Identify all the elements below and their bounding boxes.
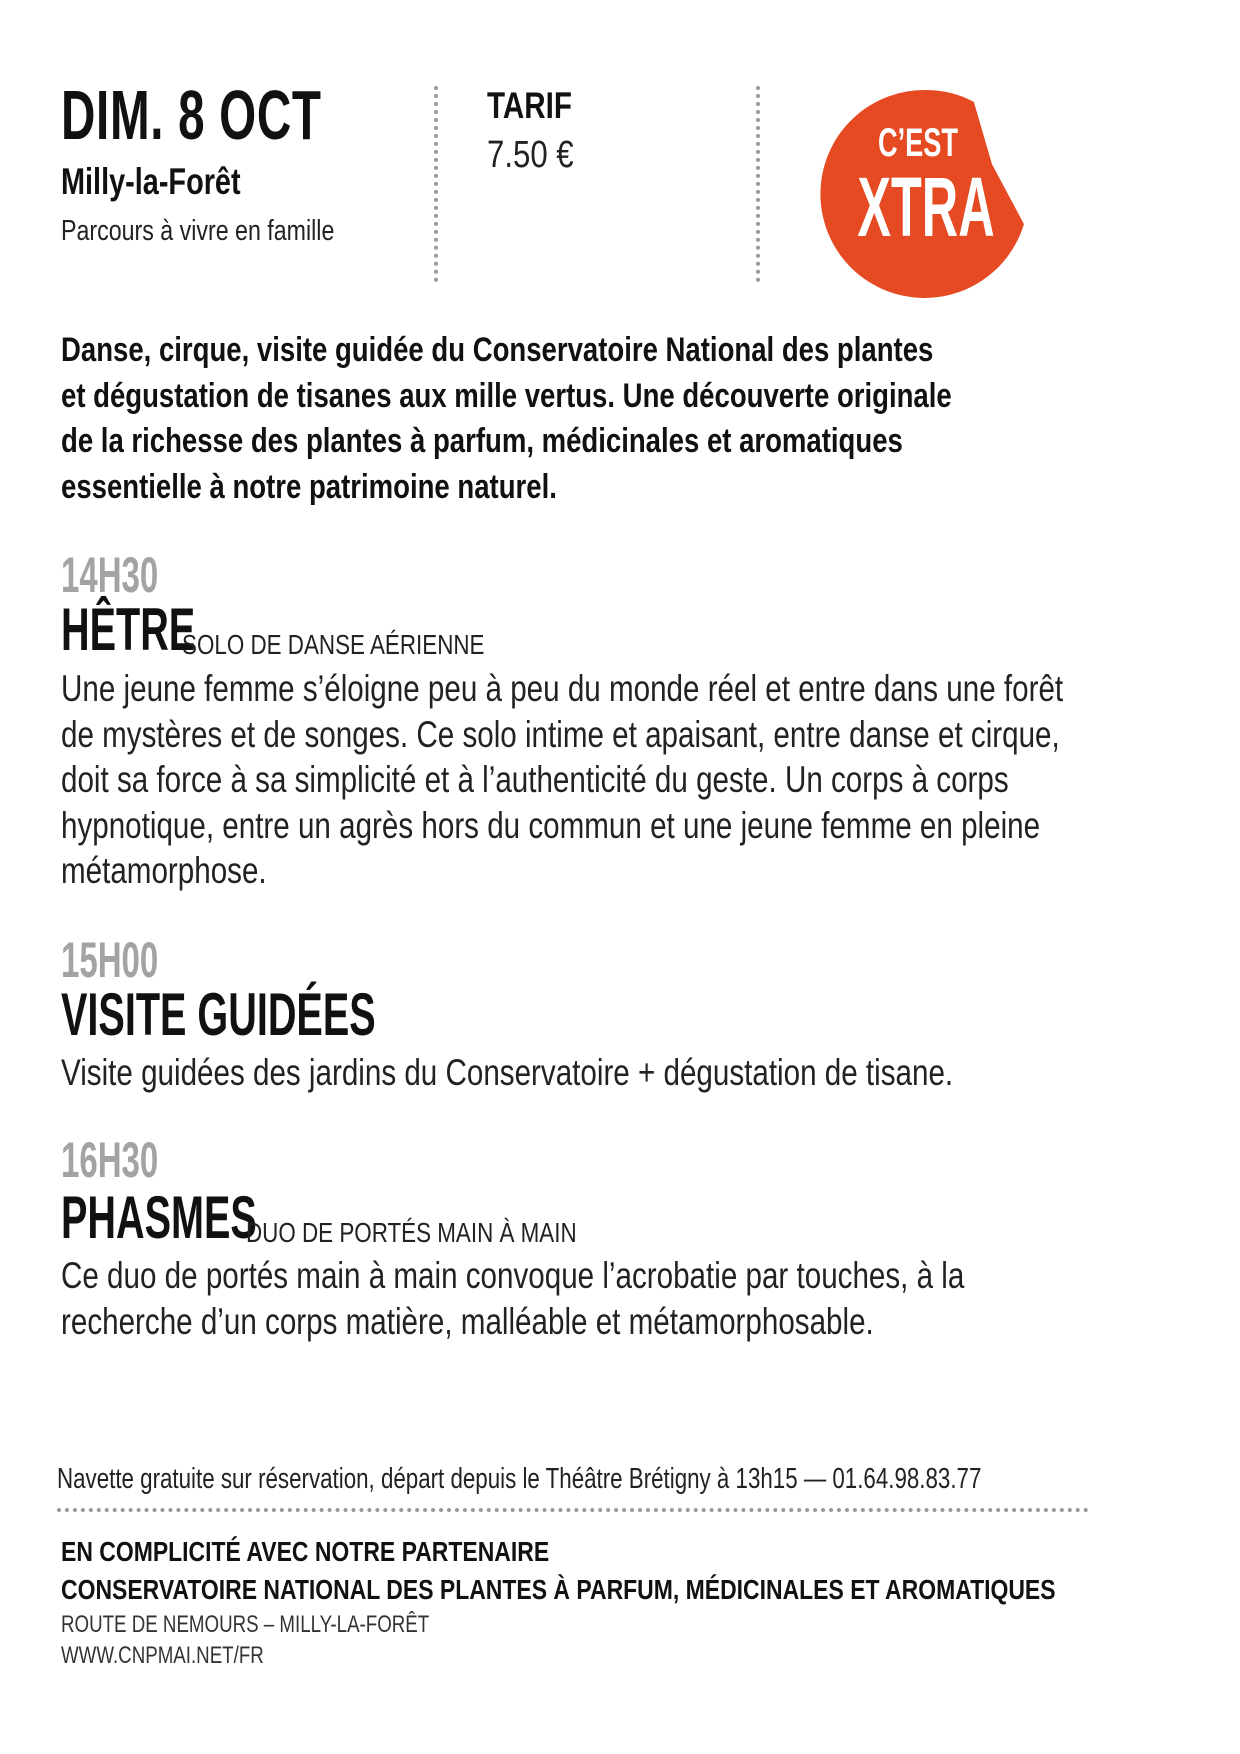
intro-line: de la richesse des plantes à parfum, médicinales et aromatiques xyxy=(61,422,903,460)
program-description: Visite guidées des jardins du Conservatoire + dégustation de tisane. xyxy=(61,1052,954,1093)
header-divider xyxy=(434,86,438,282)
event-subtitle: Parcours à vivre en famille xyxy=(61,215,335,247)
badge-line-2: XTRA xyxy=(857,159,995,255)
program-title: VISITE GUIDÉES xyxy=(61,981,376,1048)
program-title: PHASMES DUO DE PORTÉS MAIN À MAIN xyxy=(61,1188,358,1248)
intro-paragraph xyxy=(61,328,1171,510)
program-title: HÊTRE SOLO DE DANSE AÉRIENNE xyxy=(61,600,264,660)
partner-name: CONSERVATOIRE NATIONAL DES PLANTES À PARFUM, MÉDICINALES ET AROMATIQUES xyxy=(61,1574,1056,1605)
intro-line: Danse, cirque, visite guidée du Conservatoire National des plantes xyxy=(61,331,934,369)
footer-divider xyxy=(57,1508,1089,1512)
program-description: Une jeune femme s’éloigne peu à peu du monde réel et entre dans une forêt de mystères et de songes. Ce solo intime et apaisant, entre danse et cirque, doit sa force à sa simplicité et à l’authenticité du geste. Un corps à corps hypnotique, entre un agrès hors du commun et une jeune femme en pleine métamorphose. xyxy=(61,668,1064,891)
program-time: 14H30 xyxy=(61,547,159,603)
price-label: TARIF xyxy=(487,85,572,126)
intro-line: et dégustation de tisanes aux mille vertus. Une découverte originale xyxy=(61,376,952,415)
partner-intro: EN COMPLICITÉ AVEC NOTRE PARTENAIRE xyxy=(61,1536,550,1567)
partner-address: ROUTE DE NEMOURS – MILLY-LA-FORÊT xyxy=(61,1611,430,1638)
event-city: Milly-la-Forêt xyxy=(61,161,241,202)
intro-line: essentielle à notre patrimoine naturel. xyxy=(61,467,557,506)
program-time: 16H30 xyxy=(61,1132,159,1188)
program-time: 15H00 xyxy=(61,932,159,988)
header-divider xyxy=(756,86,760,282)
program-subtitle: DUO DE PORTÉS MAIN À MAIN xyxy=(246,1217,577,1248)
program-subtitle: SOLO DE DANSE AÉRIENNE xyxy=(182,629,485,660)
program-description: Ce duo de portés main à main convoque l’acrobatie par touches, à la recherche d’un corps matière, malléable et métamorphosable. xyxy=(61,1255,965,1342)
shuttle-info: Navette gratuite sur réservation, départ depuis le Théâtre Brétigny à 13h15 — 01.64.98.83.77 xyxy=(57,1463,982,1495)
partner-website[interactable]: WWW.CNPMAI.NET/FR xyxy=(61,1642,264,1669)
cest-xtra-badge xyxy=(818,86,1034,302)
price-value: 7.50 € xyxy=(487,134,574,176)
event-date: DIM. 8 OCT xyxy=(61,76,322,154)
badge-line-1: C’EST xyxy=(877,120,959,166)
